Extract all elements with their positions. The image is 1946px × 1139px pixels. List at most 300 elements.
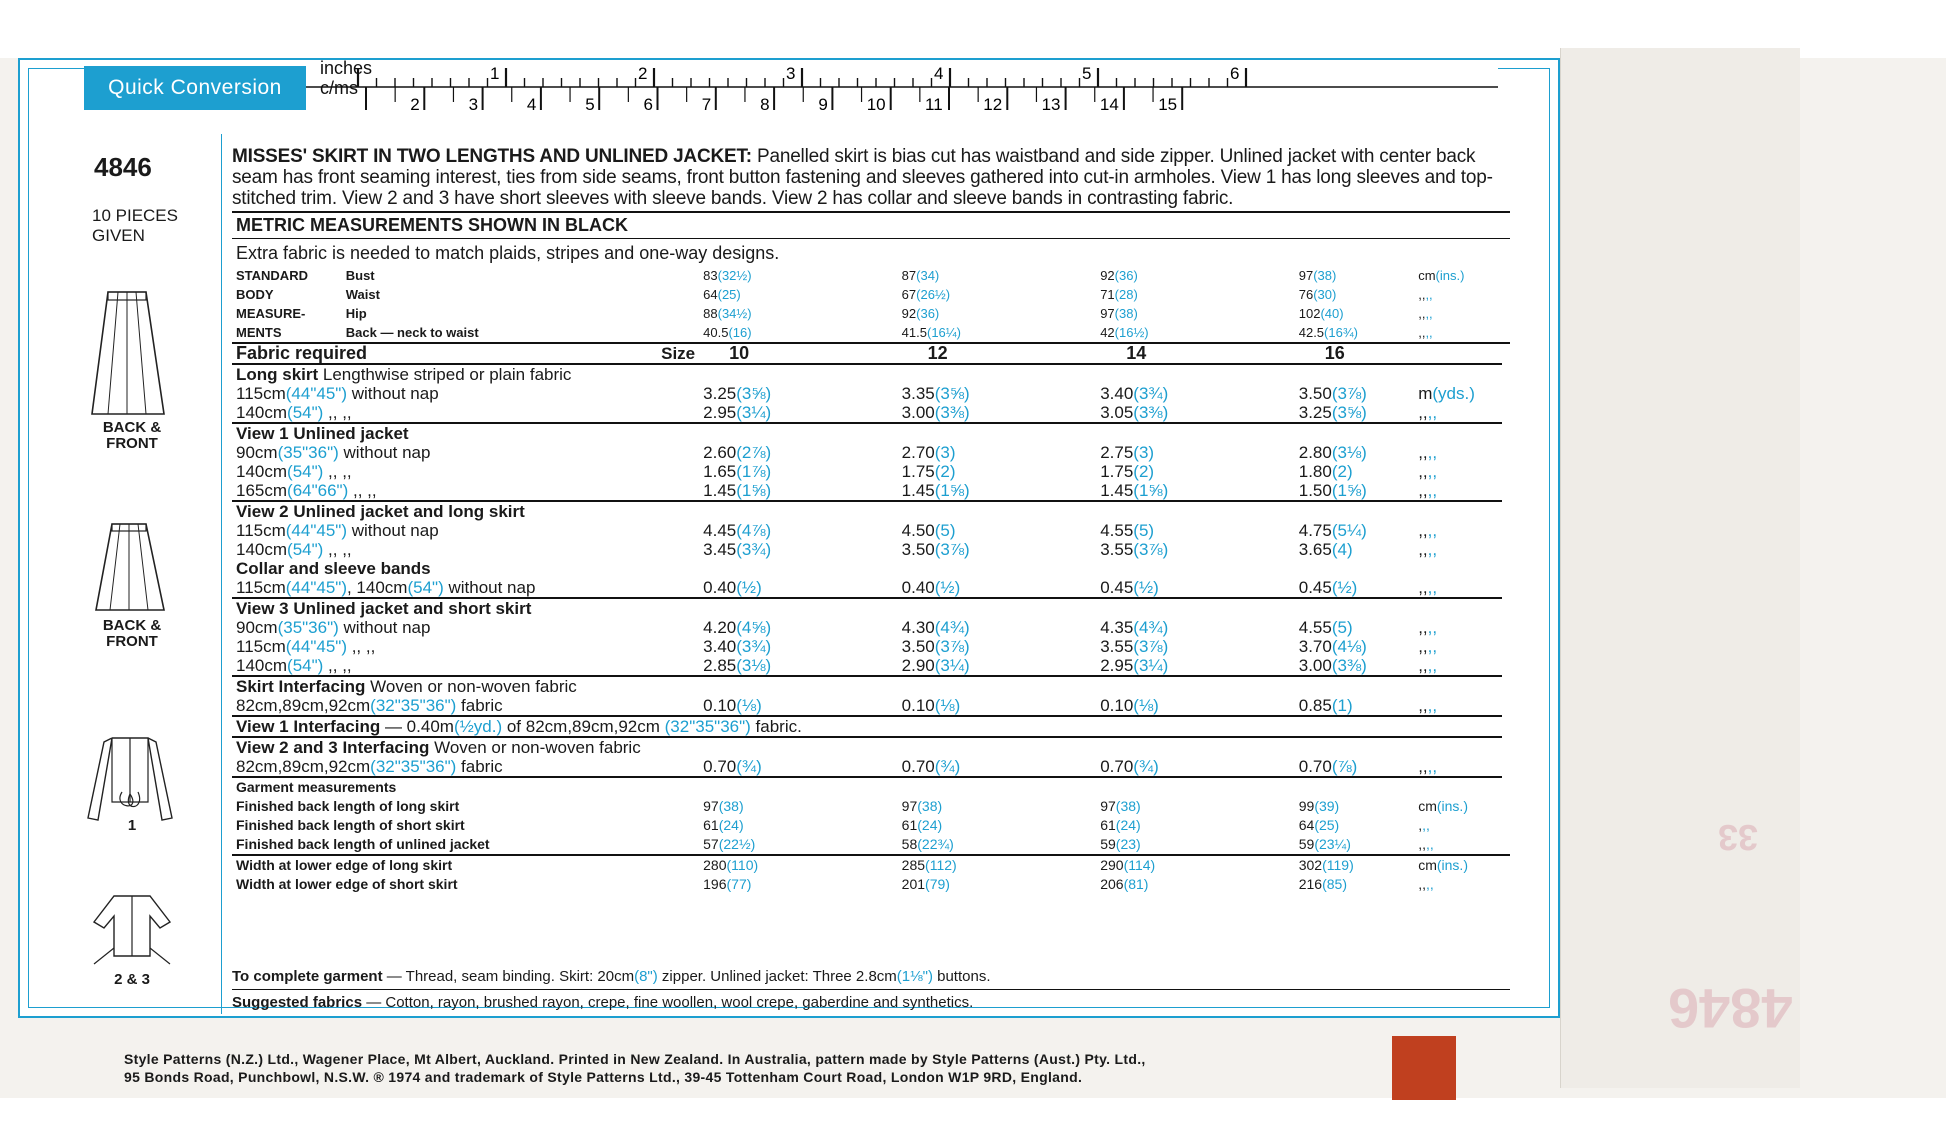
metric-value: 2.95 [703,403,737,422]
metric-value: 3.00 [1298,656,1332,675]
g2-r0-size-3 [1295,521,1414,540]
imperial-value: (3⅜) [1133,403,1169,422]
metric-value: 3.50 [1298,384,1332,403]
metric-value: 3.40 [703,637,737,656]
g3-r0-size-1 [898,618,1097,637]
unit-cell [1414,696,1502,716]
jacket-long-sleeve-sketch [82,732,178,822]
g1-r2-size-1 [898,481,1097,501]
measurement-name: Bust [345,268,375,283]
g0-r0-size-2 [1096,384,1295,403]
imperial-value: (3¾) [736,540,772,559]
measurement-name: Waist [345,287,380,302]
imperial-value: (16¾) [1324,325,1359,340]
unit-metric: ,, [1418,696,1428,715]
g2-extra-size-0 [699,578,898,598]
table-row [232,285,1510,304]
width-imperial: (32"35"36") [370,757,457,776]
imperial-value: (⅞) [1331,757,1358,776]
imperial-value: (24) [917,817,943,833]
metric-value: 59 [1298,836,1315,852]
metric-value: 97 [703,798,719,814]
row-note: fabric [456,757,503,776]
metric-value: 2.95 [1100,656,1134,675]
inch-tick-label: 2 [638,64,648,83]
unit-cell [1414,875,1502,894]
width-imperial-2: (54") [407,578,444,597]
g3-r2-size-0 [699,656,898,676]
fabric-required-label: Fabric required [236,343,368,363]
metric-value: 87 [901,268,917,283]
imperial-value: (16½) [1114,325,1149,340]
width-imperial: (44"45") [285,521,347,540]
imperial-value: (81) [1123,876,1149,892]
g0-r0-size-0 [699,384,898,403]
flap-showthrough [1628,96,1793,1040]
imperial-value: (5) [1133,521,1155,540]
text: fabric. [750,717,802,736]
imperial-value: (38) [917,798,943,814]
imperial-value: (5¼) [1331,521,1367,540]
size-14: 14 [1126,343,1147,363]
body-2-size-1 [898,304,1097,323]
width-metric: 82cm,89cm,92cm [236,696,371,715]
imperial-value: (3) [934,443,956,462]
metric-value: 97 [1100,306,1115,321]
table-row [232,384,1510,403]
body-0-size-1 [898,266,1097,285]
table-row [232,559,1510,578]
unit-imperial: ,, [1427,618,1438,637]
imperial-value: (1⅝) [1133,481,1169,500]
unit-cell [1414,481,1502,501]
table-row [232,403,1510,423]
metric-value: 4.30 [901,618,935,637]
garment-1-size-2 [1096,816,1295,835]
imperial-value: (1⅝) [934,481,970,500]
unit-metric: ,, [1418,618,1428,637]
imperial-value: (36) [1114,268,1138,283]
unit-metric: ,, [1418,521,1428,540]
metric-value: 0.40 [901,578,935,597]
unit-imperial: ,, [1425,876,1434,892]
inch-tick-label: 1 [490,64,500,83]
garment-0-size-0 [699,797,898,816]
width-0-size-2 [1096,855,1295,875]
metric-value: 3.40 [1100,384,1134,403]
unit-metric: ,, [1418,656,1428,675]
cm-tick-label: 8 [760,95,770,114]
metric-value: 4.45 [703,521,737,540]
unit-metric: ,, [1418,757,1428,776]
imperial-value: (36) [916,306,940,321]
garment-measure-name: Finished back length of unlined jacket [236,836,490,852]
unit-imperial: (ins.) [1435,268,1465,283]
body-3-size-1 [898,323,1097,343]
size-label: Size [661,344,696,363]
view23-size-1 [898,757,1097,777]
body-group-label: BODY [236,287,274,302]
imperial-value: (40) [1320,306,1344,321]
metric-value: 40.5 [703,325,729,340]
cm-tick-label: 13 [1041,95,1061,114]
table-row [232,618,1510,637]
size-12: 12 [927,343,948,363]
metric-value: 59 [1100,836,1116,852]
width-imperial: (32"35"36") [370,696,457,715]
unit-metric: ,, [1418,325,1426,340]
body-2-size-2 [1096,304,1295,323]
imperial-value: (½) [736,578,762,597]
unit-imperial: ,, [1427,403,1438,422]
table-row [232,481,1510,501]
metric-value: 92 [1100,268,1115,283]
table-row [232,462,1510,481]
body-group-label: STANDARD [236,268,308,283]
garment-0-size-3 [1295,797,1414,816]
ruler-ticks [306,62,1498,114]
body-3-size-0 [699,323,898,343]
g3-r1-size-1 [898,637,1097,656]
group-title: View 3 Unlined jacket and short skirt [236,599,532,618]
imprint-line-1: Style Patterns (N.Z.) Ltd., Wagener Place, Mt Albert, Auckland. Printed in New Zealand. In Australia, pattern made by Style Patterns (Aust.) Pty. Ltd., [124,1051,1146,1067]
unit-imperial: ,, [1425,306,1433,321]
g1-r1-size-3 [1295,462,1414,481]
body-group-label: MENTS [236,325,282,340]
inch-tick-label: 5 [1082,64,1092,83]
metric-value: 3.25 [703,384,737,403]
imperial-value: (23) [1115,836,1141,852]
description-title: MISSES' SKIRT IN TWO LENGTHS AND UNLINED JACKET: [232,146,752,167]
measurement-name: Back — neck to waist [345,325,479,340]
imperial-value: (34) [916,268,940,283]
imperial-value: (23¼) [1314,836,1351,852]
width-0-size-0 [699,855,898,875]
metric-value: 1.45 [703,481,737,500]
imperial-value: (112) [925,857,957,873]
metric-value: 0.40 [703,578,737,597]
garment-measure-name: Finished back length of short skirt [236,817,465,833]
footnotes [232,966,1510,1013]
group-title: Long skirt [236,365,319,384]
body-1-size-2 [1096,285,1295,304]
table-row [232,875,1510,894]
unit-imperial: ,, [1427,443,1438,462]
width-metric: 115cm [236,578,286,597]
garment-2-size-0 [699,835,898,855]
metric-value: 4.55 [1298,618,1332,637]
metric-value: 201 [901,876,926,892]
metric-value: 206 [1100,876,1124,892]
imperial-value: (2) [1331,462,1353,481]
view-label-2-3: 2 & 3 [114,971,150,988]
inch-tick-label: 4 [934,64,944,83]
imperial-value: (3⅜) [934,403,970,422]
width-imperial: (54") [287,403,324,422]
width-metric: 90cm [236,443,278,462]
g0-r1-size-0 [699,403,898,423]
g2-r1-size-0 [699,540,898,559]
metric-value: 4.55 [1100,521,1134,540]
metric-value: 3.65 [1298,540,1332,559]
unit-metric: cm [1418,798,1437,814]
imperial-value: (16) [728,325,752,340]
metric-value: 0.70 [1298,757,1332,776]
g2-r1-size-1 [898,540,1097,559]
width-metric: 115cm [236,521,286,540]
width-metric: 115cm [236,384,286,403]
body-2-size-0 [699,304,898,323]
metric-value: 99 [1298,798,1315,814]
unit-imperial: ,, [1425,836,1434,852]
unit-imperial: ,, [1427,578,1438,597]
width-1-size-1 [898,875,1097,894]
imprint-line-2: 95 Bonds Road, Punchbowl, N.S.W. ® 1974 and trademark of Style Patterns Ltd., 39-45 Tottenham Court Road, London W1P 9RD, England. [124,1069,1083,1085]
g0-r1-size-2 [1096,403,1295,423]
unit-cell [1414,304,1502,323]
imperial-value: (½yd.) [453,717,503,736]
unit-cell [1414,540,1502,559]
metric-value: 2.75 [1100,443,1134,462]
garment-0-size-1 [898,797,1097,816]
table-row [232,676,1510,696]
metric-value: 71 [1100,287,1115,302]
body-2-size-3 [1295,304,1414,323]
row-note: without nap [338,443,431,462]
metric-value: 0.85 [1298,696,1332,715]
metric-value: 97 [1100,798,1116,814]
metric-value: 1.65 [703,462,737,481]
imperial-value: (2⅞) [736,443,772,462]
unit-metric: ,, [1418,481,1428,500]
table-row [232,540,1510,559]
metric-value: 58 [901,836,918,852]
unit-imperial: ,, [1427,757,1438,776]
unit-metric: cm [1418,857,1437,873]
unit-metric: , [1418,817,1423,833]
metric-value: 1.75 [1100,462,1134,481]
group-title: Skirt Interfacing [236,677,366,696]
unit-imperial: ,, [1427,637,1438,656]
imperial-value: (3¼) [1133,656,1169,675]
view1-interfacing-title: View 1 Interfacing [236,717,381,736]
imperial-value: (24) [718,817,744,833]
g1-r2-size-3 [1295,481,1414,501]
table-row [232,598,1510,618]
garment-2-size-2 [1096,835,1295,855]
inch-tick-label: 3 [786,64,796,83]
table-row [232,797,1510,816]
imperial-value: (24) [1115,817,1141,833]
metric-value: 3.35 [901,384,935,403]
g2-extra-size-2 [1096,578,1295,598]
row-note: ,, ,, [323,540,352,559]
imperial-value: (30) [1313,287,1337,302]
imperial-value: (85) [1322,876,1347,892]
imperial-value: (½) [1331,578,1358,597]
notions-text-1: — Thread, seam binding. Skirt: 20cm [382,968,635,985]
imperial-value: (25) [717,287,741,302]
imperial-value: (5) [1331,618,1353,637]
cm-tick-label: 15 [1158,95,1178,114]
imperial-value: (39) [1314,798,1340,814]
g3-r1-size-0 [699,637,898,656]
notions-line [232,966,1510,987]
unit-imperial: ,, [1425,325,1433,340]
row-note: without nap [443,578,536,597]
unit-imperial: ,, [1427,540,1438,559]
g3-r1-size-3 [1295,637,1414,656]
table-row [232,501,1510,521]
unit-metric: ,, [1418,876,1426,892]
metric-value: 3.50 [901,637,935,656]
unit-cell [1414,323,1502,343]
g0-r1-size-3 [1295,403,1414,423]
imperial-value: (22½) [718,836,756,852]
g4-r0-size-3 [1295,696,1414,716]
width-imperial: (44"45") [285,384,347,403]
imperial-value: (⅛) [736,696,762,715]
cm-tick-label: 12 [983,95,1003,114]
pieces-count: 10 PIECES GIVEN [92,206,178,245]
imperial-value: (3⅝) [736,384,772,403]
imperial-value: (16¼) [926,325,961,340]
group-subtitle: Woven or non-woven fabric [429,738,641,757]
metric-value: 64 [703,287,718,302]
metric-value: 76 [1298,287,1314,302]
imperial-value: (4¾) [934,618,970,637]
metric-value: 196 [703,876,727,892]
g2-extra-size-3 [1295,578,1414,598]
notions-text-2: zipper. Unlined jacket: Three 2.8cm [657,968,897,985]
body-0-size-0 [699,266,898,285]
imperial-value: (3⅝) [1331,403,1367,422]
pattern-number: 4846 [94,152,152,182]
unit-cell [1414,285,1502,304]
imperial-value: (22¾) [917,836,954,852]
width-metric: 115cm [236,637,286,656]
suggested-line [232,989,1510,1013]
flap-number-2: 33 [1718,817,1759,858]
imperial-value: (3⅛) [1331,443,1367,462]
metric-value: 2.70 [901,443,935,462]
cm-tick-label: 3 [468,95,479,114]
unit-cell [1414,656,1502,676]
table-row [232,578,1510,598]
imperial-value: (5) [934,521,956,540]
extra-fabric-note: Extra fabric is needed to match plaids, stripes and one-way designs. [236,243,780,263]
row-note: ,, ,, [323,656,352,675]
metric-value: 61 [703,817,719,833]
width-imperial: (35"36") [277,618,339,637]
view23-size-3 [1295,757,1414,777]
imperial-value: (32½) [717,268,752,283]
metric-value: 3.55 [1100,637,1134,656]
row-note: ,, ,, [348,481,377,500]
g2-r1-size-2 [1096,540,1295,559]
imperial-value: (3¼) [934,656,970,675]
imperial-value: (3) [1133,443,1155,462]
width-metric: 140cm [236,540,288,559]
measurement-name: Hip [345,306,367,321]
width-metric: 140cm [236,656,288,675]
g3-r1-size-2 [1096,637,1295,656]
width-metric-2: , 140cm [346,578,408,597]
body-1-size-1 [898,285,1097,304]
group-title: View 1 Unlined jacket [236,424,409,443]
g1-r0-size-0 [699,443,898,462]
color-swatch [1392,1036,1456,1100]
imperial-value: (2) [1133,462,1155,481]
g2-r1-size-3 [1295,540,1414,559]
metric-value: 2.60 [703,443,737,462]
unit-metric: cm [1418,268,1436,283]
garment-2-size-3 [1295,835,1414,855]
unit-cell [1414,384,1502,403]
g3-r0-size-0 [699,618,898,637]
size-10: 10 [729,343,750,363]
unit-cell [1414,578,1502,598]
metric-value: 92 [901,306,917,321]
g1-r0-size-2 [1096,443,1295,462]
g2-extra-size-1 [898,578,1097,598]
metric-value: 4.75 [1298,521,1332,540]
body-1-size-3 [1295,285,1414,304]
notions-label: To complete garment [232,968,383,985]
unit-metric: ,, [1418,836,1426,852]
table-row [232,343,1510,364]
body-3-size-3 [1295,323,1414,343]
unit-cell [1414,443,1502,462]
cm-tick-label: 6 [643,95,653,114]
group-subtitle: Woven or non-woven fabric [365,677,577,696]
g1-r2-size-0 [699,481,898,501]
imperial-value: (3⅞) [1331,384,1367,403]
view-label-1: 1 [127,817,137,834]
unit-cell [1414,618,1502,637]
metric-value: 42 [1100,325,1115,340]
unit-cell [1414,855,1502,875]
unit-metric: m [1418,384,1433,403]
g0-r0-size-3 [1295,384,1414,403]
body-0-size-3 [1295,266,1414,285]
metric-value: 57 [703,836,719,852]
imperial-value: (3⅞) [934,637,970,656]
metric-value: 97 [1298,268,1314,283]
imperial-value: (4⅞) [736,521,772,540]
unit-metric: ,, [1418,540,1428,559]
metric-value: 4.35 [1100,618,1134,637]
width-imperial: (54") [287,540,324,559]
skirt-long-sketch [88,288,168,416]
imperial-value: (¾) [736,757,762,776]
publisher-imprint [124,1050,1146,1086]
g0-r0-size-1 [898,384,1097,403]
table-row [232,304,1510,323]
width-metric: 90cm [236,618,278,637]
size-16: 16 [1324,343,1345,363]
metric-value: 280 [703,857,727,873]
inches-label: inches [320,58,373,78]
unit-metric: ,, [1418,637,1428,656]
imperial-value: (1⅝) [736,481,772,500]
imperial-value: (38) [1313,268,1337,283]
imperial-value: (38) [718,798,744,814]
g1-r0-size-3 [1295,443,1414,462]
metric-value: 88 [703,306,718,321]
g3-r0-size-2 [1096,618,1295,637]
view23-size-2 [1096,757,1295,777]
